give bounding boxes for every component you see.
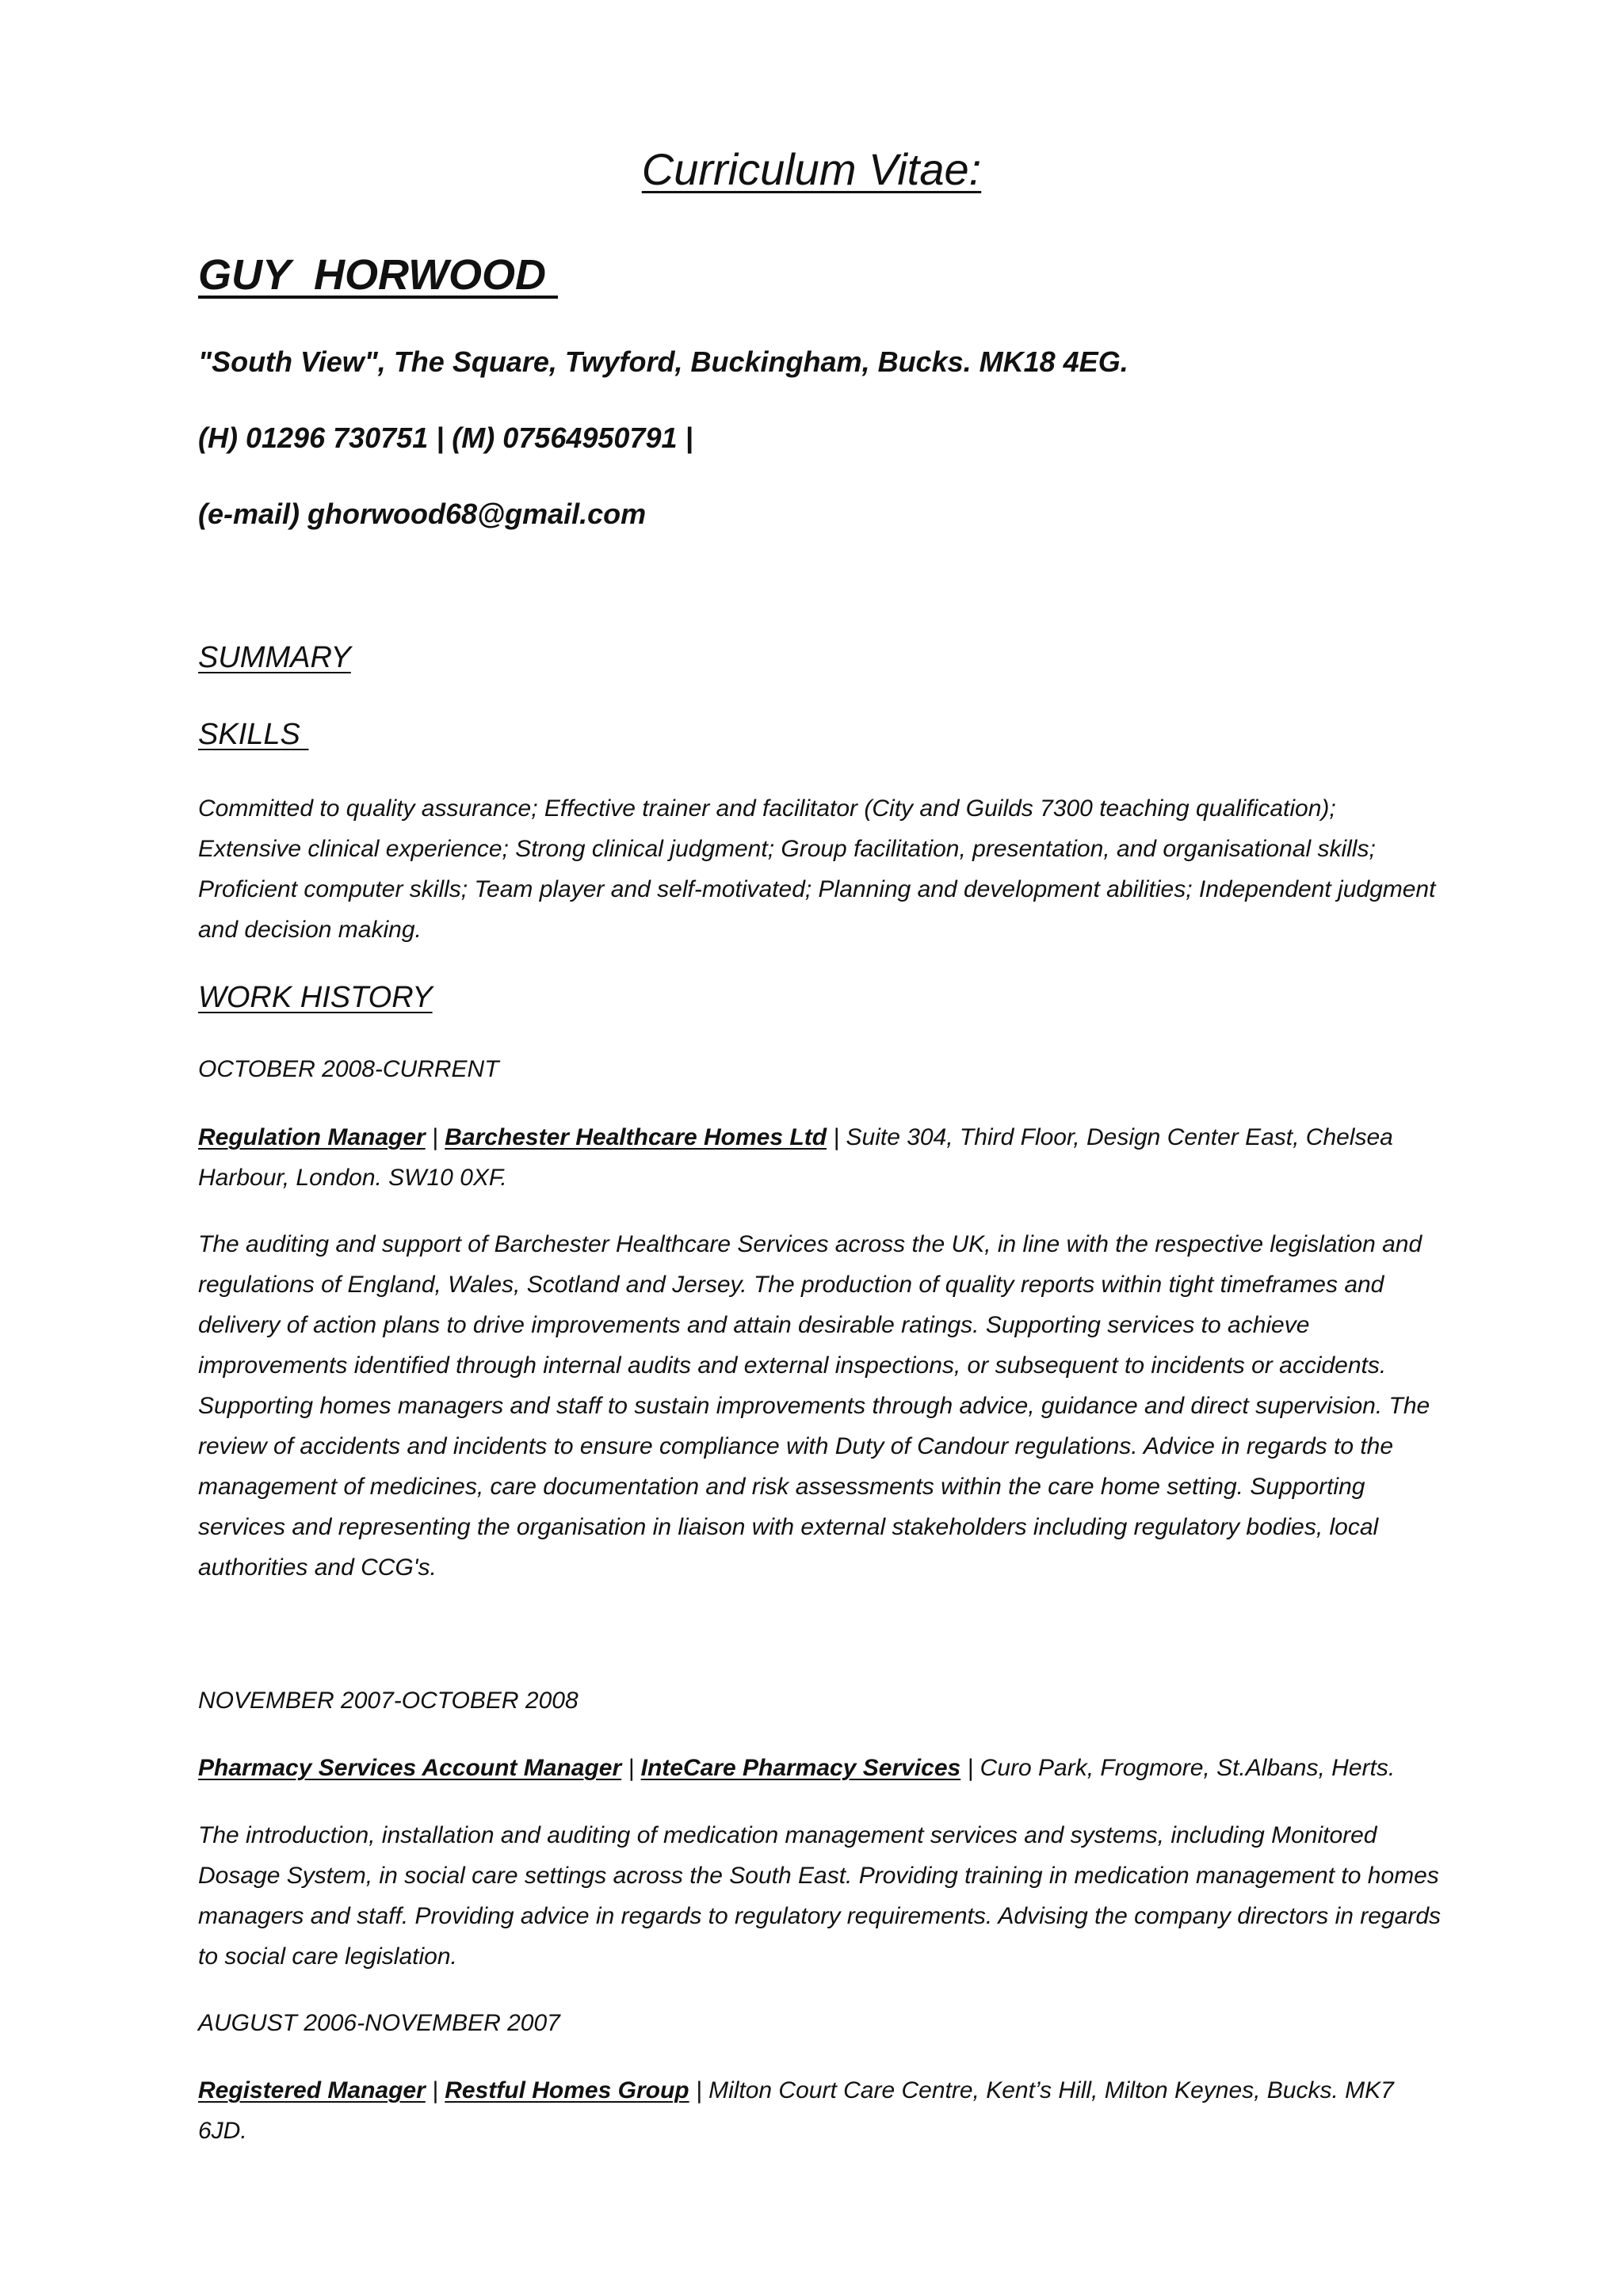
skills-text: Committed to quality assurance; Effective trainer and facilitator (City and Guilds 7300 teaching qualification); Extensive clinical experience; Strong clinical judgment; Group facilitation, presentation, and organisational skills; Proficient computer skills; Team player and self-motivated; Planning and development abilities; Independent judgment and decision making.	[198, 795, 1436, 943]
job-description: The auditing and support of Barchester Healthcare Services across the UK, in line with the respective legislation and regulations of England, Wales, Scotland and Jersey. The production of quality reports within tight timeframes and delivery of action plans to drive improvements and attain desirable ratings. Supporting services to achieve improvements identified through internal audits and external inspections, or subsequent to incidents or accidents. Supporting homes managers and staff to sustain improvements through advice, guidance and direct supervision. The review of accidents and incidents to ensure compliance with Duty of Candour regulations. Advice in regards to the management of medicines, care documentation and risk assessments within the care home setting. Supporting services and representing the organisation in liaison with external stakeholders including regulatory bodies, local authorities and CCG's.	[198, 1231, 1430, 1581]
job-company: InteCare Pharmacy Services	[640, 1755, 961, 1781]
job-company: Restful Homes Group	[445, 2077, 689, 2103]
job-role: Regulation Manager	[198, 1124, 426, 1150]
candidate-name: GUY HORWOOD	[198, 251, 559, 299]
job-title-line	[198, 2070, 1442, 2151]
job-company: Barchester Healthcare Homes Ltd	[445, 1124, 827, 1150]
job-dates: AUGUST 2006-NOVEMBER 2007	[198, 2010, 560, 2036]
job-location: | Suite 304, Third Floor, Design Center East, Chelsea Harbour, London. SW10 0XF.	[198, 1124, 1393, 1191]
job-location: | Curo Park, Frogmore, St.Albans, Herts.	[960, 1755, 1396, 1781]
document-title: Curriculum Vitae:	[641, 144, 982, 194]
job-title-line	[198, 1748, 1442, 1788]
work-history-heading: WORK HISTORY	[198, 981, 433, 1014]
job-title-line	[198, 1117, 1442, 1198]
job-dates: NOVEMBER 2007-OCTOBER 2008	[198, 1688, 579, 1714]
summary-heading: SUMMARY	[198, 641, 351, 674]
job-separator: |	[425, 1124, 445, 1150]
job-separator: |	[425, 2077, 445, 2103]
phone-line: (H) 01296 730751 | (M) 07564950791 |	[198, 421, 693, 454]
job-location: | Milton Court Care Centre, Kent’s Hill, Milton Keynes, Bucks. MK7 6JD.	[198, 2077, 1394, 2144]
job-description: The introduction, installation and auditing of medication management services and systems, including Monitored Dosage System, in social care settings across the South East. Providing training in medication management to homes managers and staff. Providing advice in regards to regulatory requirements. Advising the company directors in regards to social care legislation.	[198, 1822, 1442, 1970]
email-line: (e-mail) ghorwood68@gmail.com	[198, 498, 647, 530]
job-role: Registered Manager	[198, 2077, 426, 2103]
job-separator: |	[621, 1755, 641, 1781]
job-role: Pharmacy Services Account Manager	[198, 1755, 622, 1781]
skills-heading: SKILLS	[198, 718, 309, 751]
address-line: "South View", The Square, Twyford, Buckingham, Bucks. MK18 4EG.	[198, 345, 1128, 378]
job-dates: OCTOBER 2008-CURRENT	[198, 1056, 499, 1082]
